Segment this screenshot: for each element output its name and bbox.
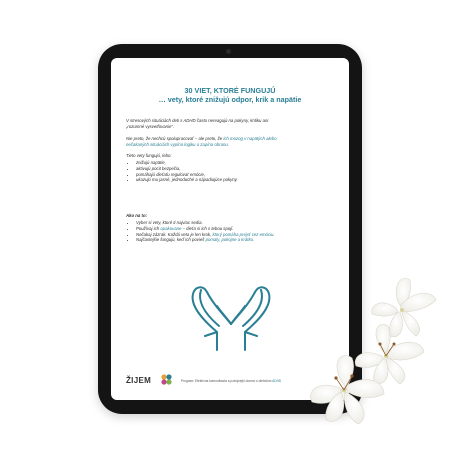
tip-highlight: ktorý pomáha prejsť cez emóciu.	[212, 231, 275, 237]
list-item: • aktivujú pocit bezpečia,	[136, 166, 340, 172]
footer-text	[181, 379, 281, 383]
tips-list	[126, 220, 340, 243]
footer-text-highlight: ADHD	[272, 379, 282, 383]
heart-hands-icon	[183, 280, 279, 362]
list-item	[136, 237, 340, 243]
explanation-paragraph	[126, 136, 340, 148]
tip-highlight: opakovane	[160, 225, 182, 231]
footer-text-main: Program: Efektívna komunikácia a pokojnejší domov s dieťaťom	[181, 379, 273, 383]
tip-highlight: pomaly, pokojne a krátko.	[205, 237, 255, 243]
list-item: • ukazujú mu jasné, jednoduché a nápadiujúce pokyny.	[136, 177, 340, 183]
camera-icon	[226, 49, 231, 54]
zijem-logo-text: ŽIJEM	[126, 376, 152, 385]
lily-flowers-decoration	[290, 270, 461, 450]
explanation-text-a: Nie preto, že nechcú spolupracovať – ale preto, že	[126, 136, 224, 141]
document-title: 30 VIET, KTORÉ FUNGUJÚ	[184, 86, 276, 95]
list-item: • znižujú napätie,	[136, 160, 340, 166]
list-item: • pomáhajú dieťaťu regulovať emócie,	[136, 172, 340, 178]
explanation-highlight: ich mozog v napätých alebo	[223, 136, 277, 141]
reasons-list	[126, 160, 340, 183]
tip-text: Nečakaj zázrak. Každá veta je len krok,	[136, 231, 213, 237]
tip-text: – dieťa si ich s tebou spojí.	[181, 225, 234, 231]
tip-text: Najčastejšie fungujú, keď ich povieš	[136, 237, 206, 243]
tip-text: Vyber si vety, ktoré ti najviac sedia.	[136, 220, 203, 225]
document-subtitle: … vety, ktoré znižujú odpor, krik a napätie	[158, 95, 302, 104]
reasons-heading: Tieto vety fungujú, lebo:	[126, 153, 172, 158]
zijem-logo-icon	[161, 374, 172, 385]
intro-text-a: V stresových situáciách deti s ADHD často nereagujú na pokyny, kritiku ani	[126, 118, 269, 123]
tip-text: Používaj ich	[136, 225, 161, 231]
intro-text-b: „rozumné vysvetľovanie“.	[126, 123, 175, 129]
intro-paragraph	[126, 118, 340, 130]
explanation-text-b: nečakaných situáciách vypína logiku a zapína obranu.	[126, 141, 229, 147]
tips-heading: Ako na to:	[126, 213, 148, 218]
